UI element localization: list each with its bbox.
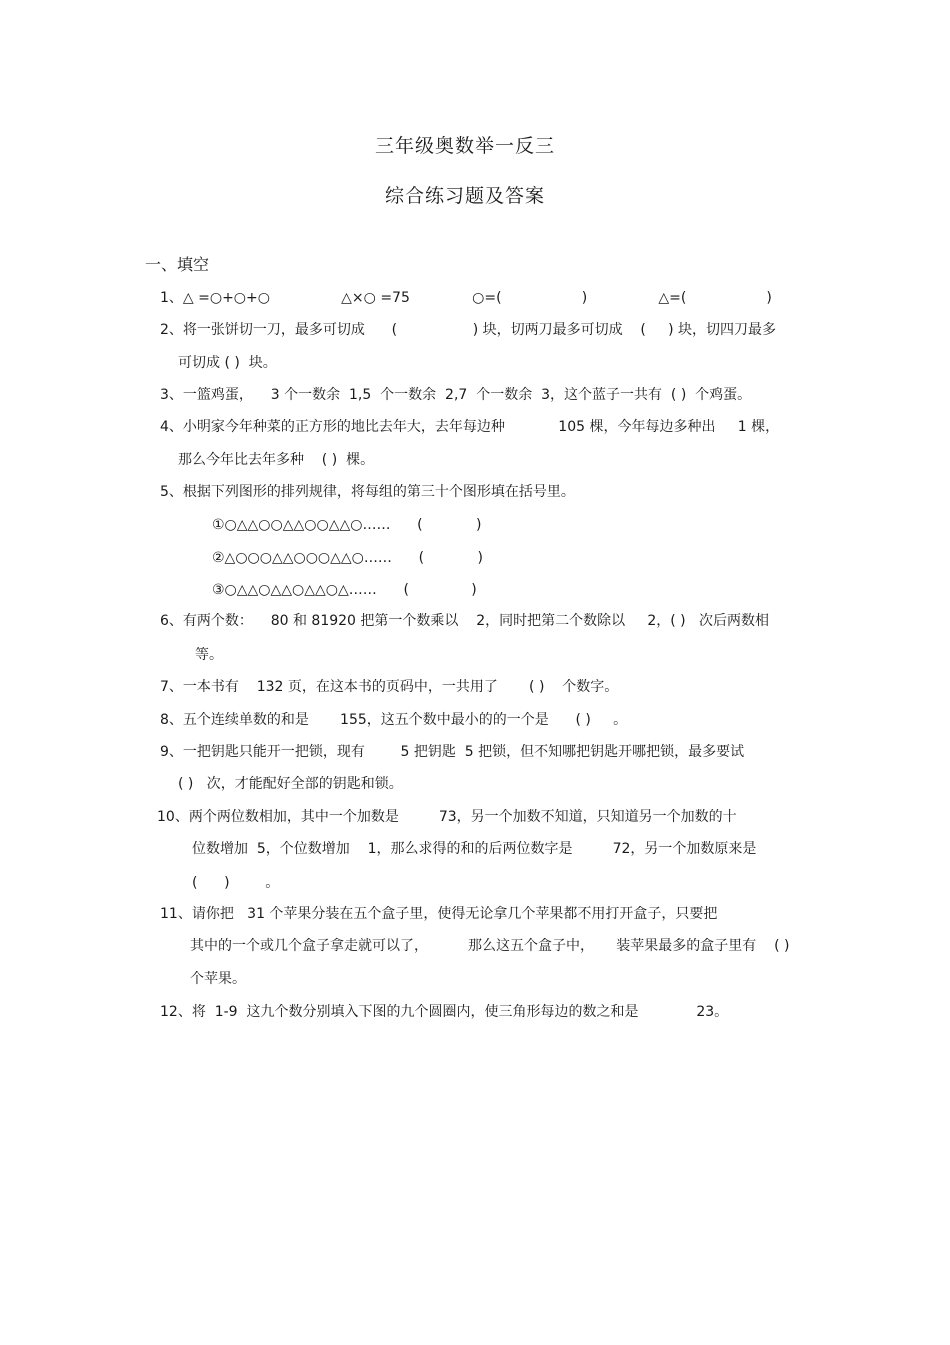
question-4-cont: 那么今年比去年多种 ( ) 棵。: [178, 452, 375, 468]
question-3: 3、一篮鸡蛋， 3 个一数余 1,5 个一数余 2,7 个一数余 3，这个蓝子一共有 ( ) 个鸡蛋。: [160, 387, 752, 403]
page-title: 三年级奥数举一反三: [374, 135, 555, 157]
question-2: 2、将一张饼切一刀，最多可切成 ( ) 块，切两刀最多可切成 ( ) 块，切四刀最多: [160, 322, 777, 338]
question-5-pattern-2: ②△○○○△△○○○△△○…… ( ): [212, 550, 483, 566]
question-1: 1、△ =○+○+○ △×○ =75 ○=( ) △=( ): [160, 290, 772, 306]
question-9-cont: ( ) 次，才能配好全部的钥匙和锁。: [178, 776, 403, 792]
question-12: 12、将 1-9 这九个数分别填入下图的九个圆圈内，使三角形每边的数之和是 23。: [160, 1004, 729, 1020]
question-8: 8、五个连续单数的和是 155，这五个数中最小的的一个是 ( ) 。: [160, 712, 628, 728]
page-subtitle: 综合练习题及答案: [384, 185, 545, 207]
question-11: 11、请你把 31 个苹果分装在五个盒子里，使得无论拿几个苹果都不用打开盒子，只要把: [160, 906, 718, 922]
question-4: 4、小明家今年种菜的正方形的地比去年大，去年每边种 105 棵，今年每边多种出 1 棵，: [160, 419, 780, 435]
question-5-pattern-3: ③○△△○△△○△△○△…… ( ): [212, 582, 477, 598]
question-10: 10、两个两位数相加，其中一个加数是 73，另一个加数不知道，只知道另一个加数的十: [157, 809, 737, 825]
question-11-cont-1: 其中的一个或几个盒子拿走就可以了， 那么这五个盒子中， 装苹果最多的盒子里有 ( ): [190, 938, 790, 954]
question-11-cont-2: 个苹果。: [190, 971, 246, 987]
question-5: 5、根据下列图形的排列规律，将每组的第三十个图形填在括号里。: [160, 484, 575, 500]
question-2-cont: 可切成 ( ) 块。: [178, 355, 277, 371]
question-10-cont-2: ( ) 。: [192, 875, 280, 891]
question-9: 9、一把钥匙只能开一把锁，现有 5 把钥匙 5 把锁，但不知哪把钥匙开哪把锁，最多要试: [160, 744, 745, 760]
section-heading: 一、填空: [145, 255, 210, 274]
question-10-cont-1: 位数增加 5，个位数增加 1，那么求得的和的后两位数字是 72，另一个加数原来是: [192, 841, 757, 857]
question-6-cont: 等。: [195, 647, 223, 663]
question-5-pattern-1: ①○△△○○△△○○△△○…… ( ): [212, 517, 482, 533]
question-7: 7、一本书有 132 页，在这本书的页码中，一共用了 ( ) 个数字。: [160, 679, 619, 695]
question-6: 6、有两个数： 80 和 81920 把第一个数乘以 2，同时把第二个数除以 2，( ) 次后两数相: [160, 613, 769, 629]
